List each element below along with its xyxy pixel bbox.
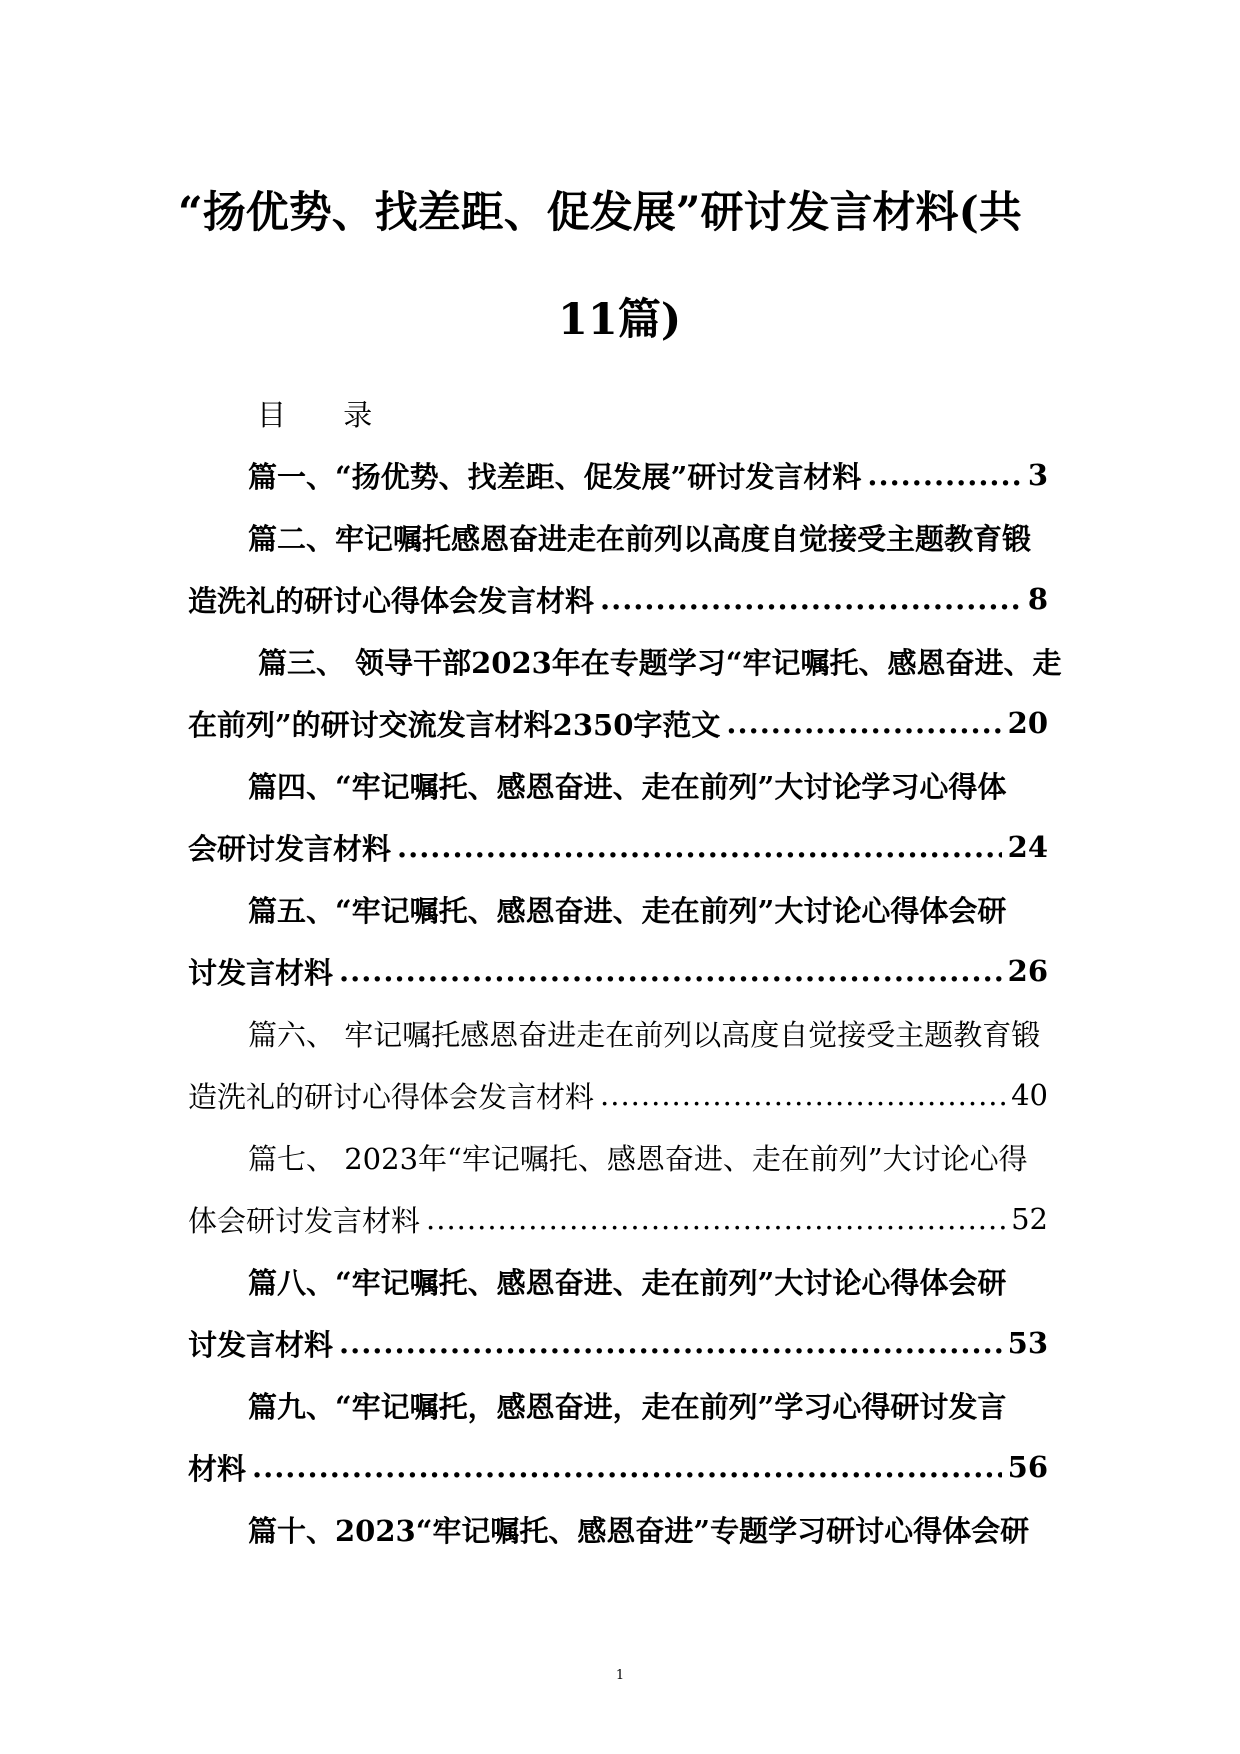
toc-leader: [867, 458, 1021, 492]
toc-entry-1[interactable]: [248, 453, 1048, 497]
toc-leader: [600, 582, 1022, 616]
toc-entry-continuation: 材料: [188, 1451, 247, 1486]
toc-entry-continuation: 在前列”的研讨交流发言材料2350字范文: [188, 707, 721, 742]
toc-leader: [397, 830, 1002, 864]
toc-leader: [339, 1326, 1002, 1360]
toc-entry-8-continuation[interactable]: [188, 1321, 1048, 1365]
document-title-line2: 11篇): [558, 295, 682, 345]
toc-entry-9[interactable]: [248, 1383, 1048, 1427]
toc-entry-7-continuation[interactable]: [188, 1197, 1048, 1241]
toc-entry-6[interactable]: [248, 1011, 1048, 1055]
document-title: “扬优势、找差距、促发展”研讨发言材料(共: [178, 188, 1022, 238]
toc-entry-8[interactable]: [248, 1259, 1048, 1303]
toc-entry-label: 篇七、 2023年“牢记嘱托、感恩奋进、走在前列”大讨论心得: [248, 1141, 1028, 1176]
toc-entry-label: 篇二、牢记嘱托感恩奋进走在前列以高度自觉接受主题教育锻: [248, 521, 1032, 556]
toc-entry-label: 篇十、2023“牢记嘱托、感恩奋进”专题学习研讨心得体会研: [248, 1513, 1030, 1548]
toc-leader: [252, 1450, 1002, 1484]
toc-entry-page: 52: [1011, 1202, 1048, 1236]
toc-entry-label: 篇一、“扬优势、找差距、促发展”研讨发言材料: [248, 459, 862, 494]
toc-leader: [600, 1078, 1005, 1112]
toc-entry-continuation: 讨发言材料: [188, 955, 334, 990]
toc-entry-continuation: 讨发言材料: [188, 1327, 334, 1362]
toc-entry-2-continuation[interactable]: [188, 577, 1048, 621]
toc-entry-continuation: 造洗礼的研讨心得体会发言材料: [188, 583, 595, 618]
toc-entry-5[interactable]: [248, 887, 1048, 931]
toc-leader: [426, 1202, 1005, 1236]
toc-entry-7[interactable]: [248, 1135, 1058, 1179]
toc-entry-continuation: 会研讨发言材料: [188, 831, 392, 866]
toc-entry-4-continuation[interactable]: [188, 825, 1048, 869]
toc-entry-label: 篇三、 领导干部2023年在专题学习“牢记嘱托、感恩奋进、走: [258, 645, 1062, 680]
toc-entry-page: 53: [1007, 1326, 1048, 1360]
toc-leader: [726, 706, 1001, 740]
toc-entry-label: 篇九、“牢记嘱托，感恩奋进，走在前列”学习心得研讨发言: [248, 1389, 1007, 1424]
toc-heading: 目 录: [257, 398, 397, 432]
toc-entry-page: 24: [1007, 830, 1048, 864]
toc-entry-continuation: 体会研讨发言材料: [188, 1203, 421, 1238]
toc-entry-page: 20: [1007, 706, 1048, 740]
toc-entry-page: 40: [1011, 1078, 1048, 1112]
toc-entry-9-continuation[interactable]: [188, 1445, 1048, 1489]
toc-entry-label: 篇八、“牢记嘱托、感恩奋进、走在前列”大讨论心得体会研: [248, 1265, 1007, 1300]
toc-entry-page: 8: [1027, 582, 1048, 616]
toc-entry-page: 26: [1007, 954, 1048, 988]
toc-entry-label: 篇五、“牢记嘱托、感恩奋进、走在前列”大讨论心得体会研: [248, 893, 1007, 928]
toc-entry-3-continuation[interactable]: [188, 701, 1048, 745]
toc-entry-2[interactable]: [248, 515, 1048, 559]
toc-entry-10[interactable]: [248, 1507, 1048, 1551]
page-number: 1: [615, 1668, 625, 1683]
toc-entry-label: 篇六、 牢记嘱托感恩奋进走在前列以高度自觉接受主题教育锻: [248, 1017, 1041, 1052]
toc-entry-6-continuation[interactable]: [188, 1073, 1048, 1117]
toc-entry-5-continuation[interactable]: [188, 949, 1048, 993]
toc-entry-label: 篇四、“牢记嘱托、感恩奋进、走在前列”大讨论学习心得体: [248, 769, 1007, 804]
toc-entry-continuation: 造洗礼的研讨心得体会发言材料: [188, 1079, 595, 1114]
toc-entry-page: 3: [1027, 458, 1048, 492]
toc-leader: [339, 954, 1002, 988]
toc-entry-4[interactable]: [248, 763, 1048, 807]
toc-entry-page: 56: [1007, 1450, 1048, 1484]
toc-entry-3[interactable]: [258, 639, 1062, 683]
